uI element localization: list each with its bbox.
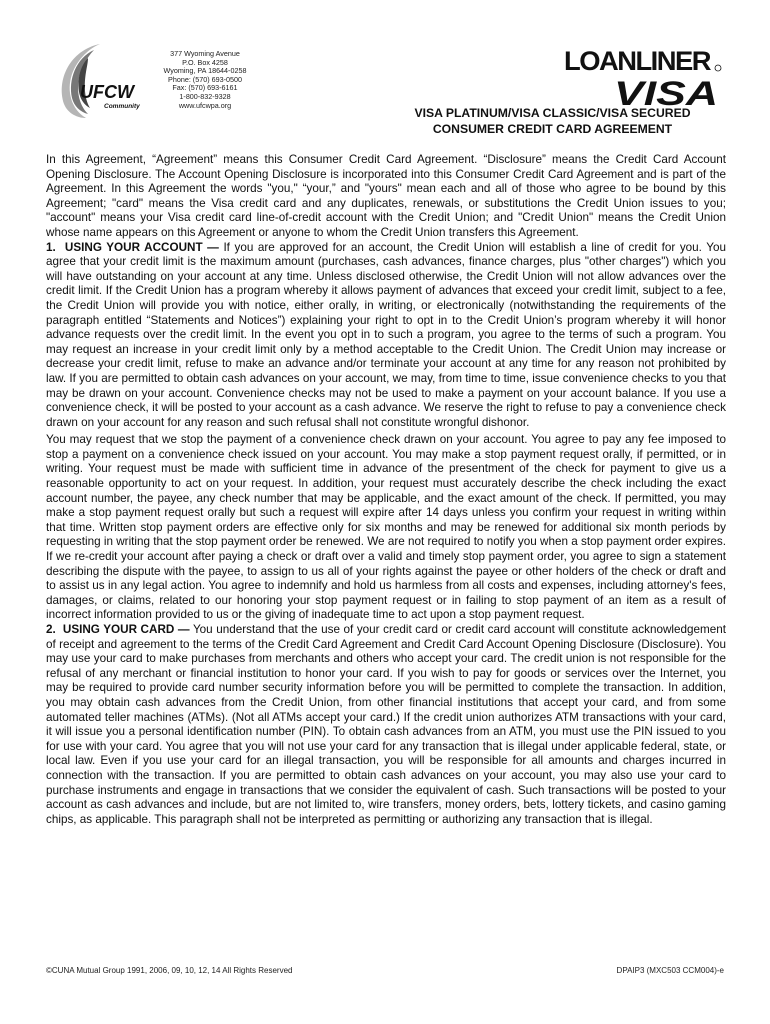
intro-paragraph: In this Agreement, “Agreement” means this Consumer Credit Card Agreement. “Disclosure” means the Credit Card Account Opening Disclosure. The Account Opening Disclosure is incorporated into this Consumer Credit Card Agreement and is part of the Agreement. In this Agreement the words "you," “your,” and "yours" mean each and all of those who agree to be bound by this Agreement; "card" means the Visa credit card and any duplicates, renewals, or substitutions the Credit Union issues to you; "account" means your Visa credit card line-of-credit account with the Credit Union; and "Credit Union" means the Credit Union whose name appears on this Agreement or anyone to whom the Credit Union transfers this Agreement. <box>46 153 726 239</box>
section-2-number: 2. <box>46 623 56 636</box>
section-1-number: 1. <box>46 240 56 254</box>
section-2-title: USING YOUR CARD — <box>62 623 190 636</box>
address-fax: Fax: (570) 693-6161 <box>172 83 238 93</box>
credit-union-address <box>140 50 270 110</box>
section-1-title: USING YOUR ACCOUNT — <box>64 240 219 254</box>
section-1-paragraph <box>46 241 726 431</box>
address-city: Wyoming, PA 18644-0258 <box>163 66 247 76</box>
section-1-continuation: You may request that we stop the payment of a convenience check drawn on your account. You agree to pay any fee imposed to stop a payment on a convenience check issued on your account. You may make a stop payment request orally, if permitted, or in writing. Your request must be made with sufficient time in advance of the presentment of the check for payment to give us a reasonable opportunity to act on your request. In addition, your request must accurately describe the check including the exact account number, the payee, any check number that may be applicable, and the exact amount of the check. If permitted, you may make a stop payment request orally but such a request will expire after 14 days unless you confirm your request in writing within that time. Written stop payment orders are effective only for six months and may be renewed for additional six month periods by requesting in writing that the stop payment order be renewed. We are not required to notify you when a stop payment order expires. If we re-credit your account after paying a check or draft over a valid and timely stop payment order, you agree to sign a statement describing the dispute with the payee, to assign to us all of your rights against the payee or other holders of the check or draft and to assist us in any legal action. You agree to indemnify and hold us harmless from all costs and expenses, including attorney's fees, damages, or claims, related to our honoring your stop payment request or in failing to stop payment of an item as a result of incorrect information provided to us or the giving of inadequate time to act upon a stop payment request. <box>46 433 726 622</box>
address-street: 377 Wyoming Avenue <box>170 49 240 58</box>
registered-mark <box>715 65 721 71</box>
section-1-text: If you are approved for an account, the Credit Union will establish a line of credit for you. You agree that your credit limit is the maximum amount (purchases, cash advances, finance charges, plus "other charges") which you will have outstanding on your account at any time. Unless disclosed otherwise, the Credit Union will not allow advances over the credit limit. If the Credit Union has a program whereby it allows payment of advances that exceed your credit limit, subject to a fee, the Credit Union will provide you with notice, either orally, in writing, or electronically (notwithstanding the requirements of the paragraph entitled “Statements and Notices”) explaining your right to opt in to the Credit Union’s program whereby it will honor advance requests over the credit limit. In the event you opt in to such a program, you agree to the terms of such a program. You may request an increase in your credit limit only by a method acceptable to the Credit Union. The Credit Union may increase or decrease your credit limit, refuse to make an advance and/or terminate your account at any time for any reason not prohibited by law. If you are permitted to obtain cash advances on your account, we may, from time to time, issue convenience checks to you that may be drawn on your account. Convenience checks may not be used to make a payment on your account balance. If you use a convenience check, it will be posted to your account as a cash advance. We reserve the right to refuse to pay a convenience check drawn on your account for any reason and such refusal shall not constitute wrongful dishonor. <box>46 240 727 429</box>
title-line-1: VISA PLATINUM/VISA CLASSIC/VISA SECURED <box>414 106 691 120</box>
address-phone: Phone: (570) 693-0500 <box>168 74 242 84</box>
agreement-body <box>46 153 726 830</box>
copyright-notice: ©CUNA Mutual Group 1991, 2006, 09, 10, 12, 14 All Rights Reserved <box>46 966 293 975</box>
address-website: www.ufcwpa.org <box>178 100 232 110</box>
loanliner-visa-logo <box>562 44 724 108</box>
title-line-2: CONSUMER CREDIT CARD AGREEMENT <box>432 121 673 136</box>
agreement-title <box>380 106 725 137</box>
loanliner-wordmark: LOANLINER <box>564 46 712 76</box>
section-2-paragraph <box>46 623 726 827</box>
ufcw-tagline: Community <box>104 103 140 110</box>
visa-wordmark: VISA <box>614 75 718 108</box>
section-2-text: You understand that the use of your credit card or credit card account will constitute acknowledgement of receipt and agreement to the terms of the Credit Card Agreement and Credit Card Account Opening Disclosure (Disclosure). You may use your card to make purchases from merchants and others who accept your card. The credit union is not responsible for the refusal of any merchant or financial institution to honor your card. If you wish to pay for goods or services over the Internet, you may be required to provide card number security information before you will be permitted to complete the transaction. In addition, you may obtain cash advances from the Credit Union, from other financial institutions that accept your card, and from some automated teller machines (ATMs). (Not all ATMs accept your card.) If the credit union authorizes ATM transactions with your card, it will issue you a personal identification number (PIN). To obtain cash advances from an ATM, you must use the PIN issued to you for use with your card. You agree that you will not use your card for any transaction that is illegal under applicable federal, state, or local law. Even if you use your card for an illegal transaction, you will be responsible for all amounts and charges incurred in connection with the transaction. If you are permitted to obtain cash advances on your account, you may also use your card to purchase instruments and engage in transactions that we consider the equivalent of cash. Such transactions will be posted to your account as cash advances and include, but are not limited to, wire transfers, money orders, bets, lottery tickets, and casino gaming chips, as applicable. This paragraph shall not be interpreted as permitting or authorizing any transaction that is illegal. <box>46 623 727 826</box>
address-tollfree: 1-800-832-9328 <box>179 91 231 101</box>
address-po-box: P.O. Box 4258 <box>182 57 228 67</box>
ufcw-wordmark: UFCW <box>80 82 134 102</box>
form-code: DPAIP3 (MXC503 CCM004)-e <box>616 966 724 975</box>
